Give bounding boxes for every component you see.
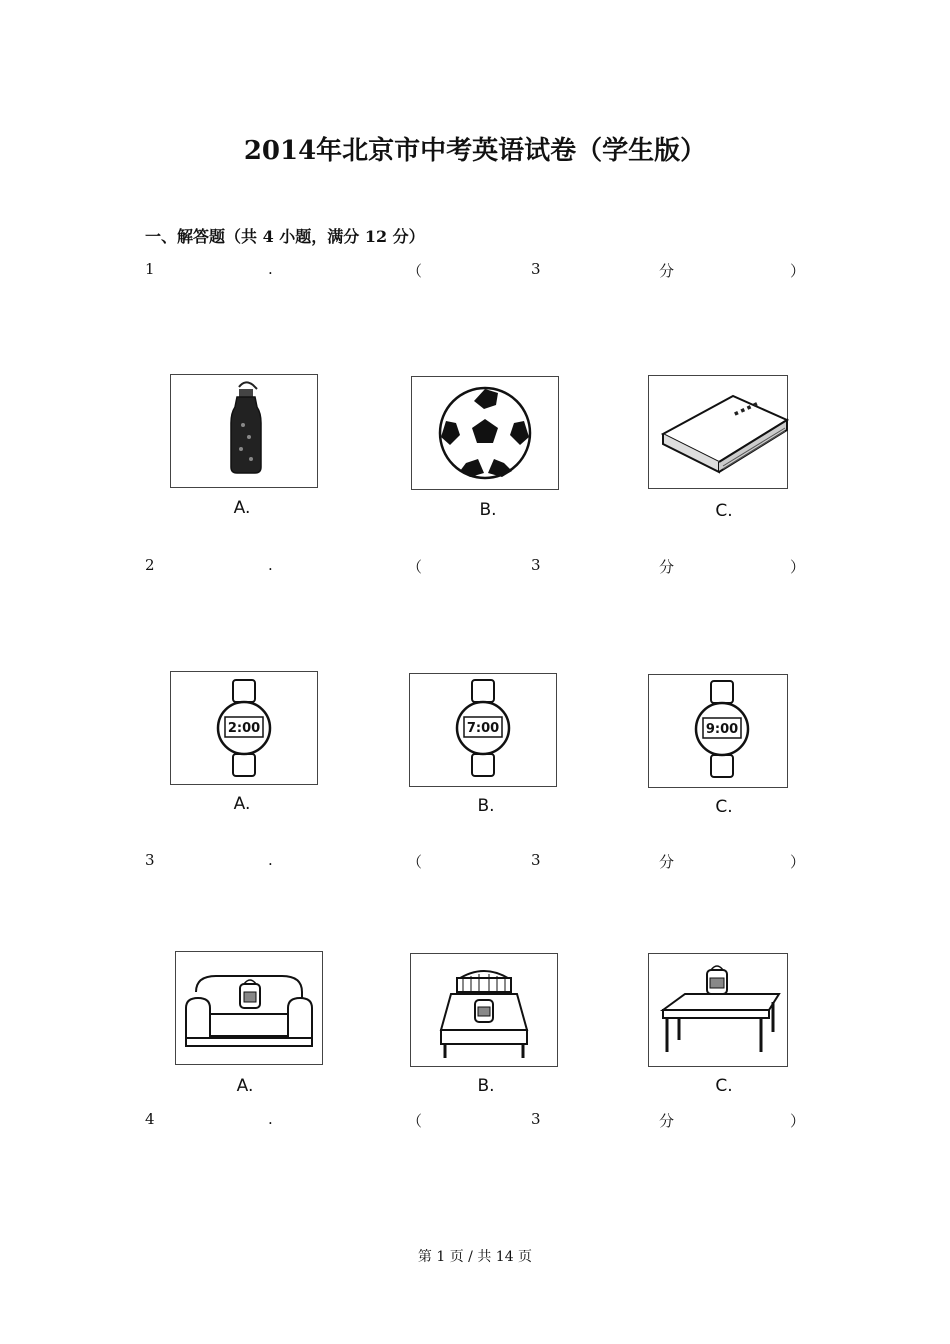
- score-open-paren: （: [407, 853, 423, 871]
- score-close-paren: ）: [790, 558, 806, 576]
- q1-option-a-label: A.: [233, 498, 251, 518]
- table-with-bag-icon: [649, 954, 795, 1066]
- score-open-paren: （: [407, 1112, 423, 1130]
- score-open-paren: （: [407, 558, 423, 576]
- q1-option-c-picture: [648, 375, 788, 489]
- q3-option-a-picture: [175, 951, 323, 1065]
- q2-option-a-picture: [170, 671, 318, 785]
- question-score: 3: [531, 851, 541, 869]
- bed-with-bag-icon: [411, 954, 557, 1066]
- question-number: 1: [145, 260, 155, 278]
- score-close-paren: ）: [790, 1112, 806, 1130]
- watch-icon: [410, 674, 556, 786]
- soccer-ball-icon: [412, 377, 558, 489]
- question-1-line: [145, 260, 806, 280]
- water-bottle-icon: [171, 375, 317, 487]
- watch-time: 2:00: [227, 721, 261, 736]
- page-footer: 第 1 页 / 共 14 页: [417, 1249, 533, 1265]
- page-title: 2014年北京市中考英语试卷（学生版）: [243, 136, 707, 166]
- watch-icon: [171, 672, 317, 784]
- score-unit: 分: [659, 1112, 675, 1130]
- book-icon: [649, 376, 795, 488]
- sofa-with-bag-icon: [176, 952, 322, 1064]
- q3-option-b-picture: [410, 953, 558, 1067]
- question-dot: .: [268, 260, 273, 278]
- q3-option-b-label: B.: [477, 1076, 495, 1096]
- score-unit: 分: [659, 853, 675, 871]
- q2-option-b-picture: [409, 673, 557, 787]
- score-close-paren: ）: [790, 853, 806, 871]
- score-unit: 分: [659, 558, 675, 576]
- score-unit: 分: [659, 262, 675, 280]
- q2-option-b-label: B.: [477, 796, 495, 816]
- q1-option-b-picture: [411, 376, 559, 490]
- watch-time: 7:00: [466, 721, 500, 736]
- question-2-line: [145, 556, 806, 576]
- question-number: 3: [145, 851, 155, 869]
- q1-option-b-label: B.: [479, 500, 497, 520]
- q2-option-a-label: A.: [233, 794, 251, 814]
- watch-icon: [649, 675, 795, 787]
- question-score: 3: [531, 556, 541, 574]
- q3-option-a-label: A.: [236, 1076, 254, 1096]
- q3-option-c-label: C.: [715, 1076, 733, 1096]
- question-4-line: [145, 1110, 806, 1130]
- question-3-line: [145, 851, 806, 871]
- q3-option-c-picture: [648, 953, 788, 1067]
- q1-option-c-label: C.: [715, 501, 733, 521]
- question-number: 4: [145, 1110, 155, 1128]
- question-dot: .: [268, 556, 273, 574]
- q2-option-c-label: C.: [715, 797, 733, 817]
- score-close-paren: ）: [790, 262, 806, 280]
- section-heading: 一、解答题（共 4 小题，满分 12 分）: [145, 227, 425, 246]
- q1-option-a-picture: [170, 374, 318, 488]
- svg-text:▪ ▪ ▪ ▪: ▪ ▪ ▪ ▪: [732, 399, 760, 418]
- question-score: 3: [531, 260, 541, 278]
- question-dot: .: [268, 1110, 273, 1128]
- q2-option-c-picture: [648, 674, 788, 788]
- question-dot: .: [268, 851, 273, 869]
- question-score: 3: [531, 1110, 541, 1128]
- question-number: 2: [145, 556, 155, 574]
- watch-time: 9:00: [705, 722, 739, 737]
- score-open-paren: （: [407, 262, 423, 280]
